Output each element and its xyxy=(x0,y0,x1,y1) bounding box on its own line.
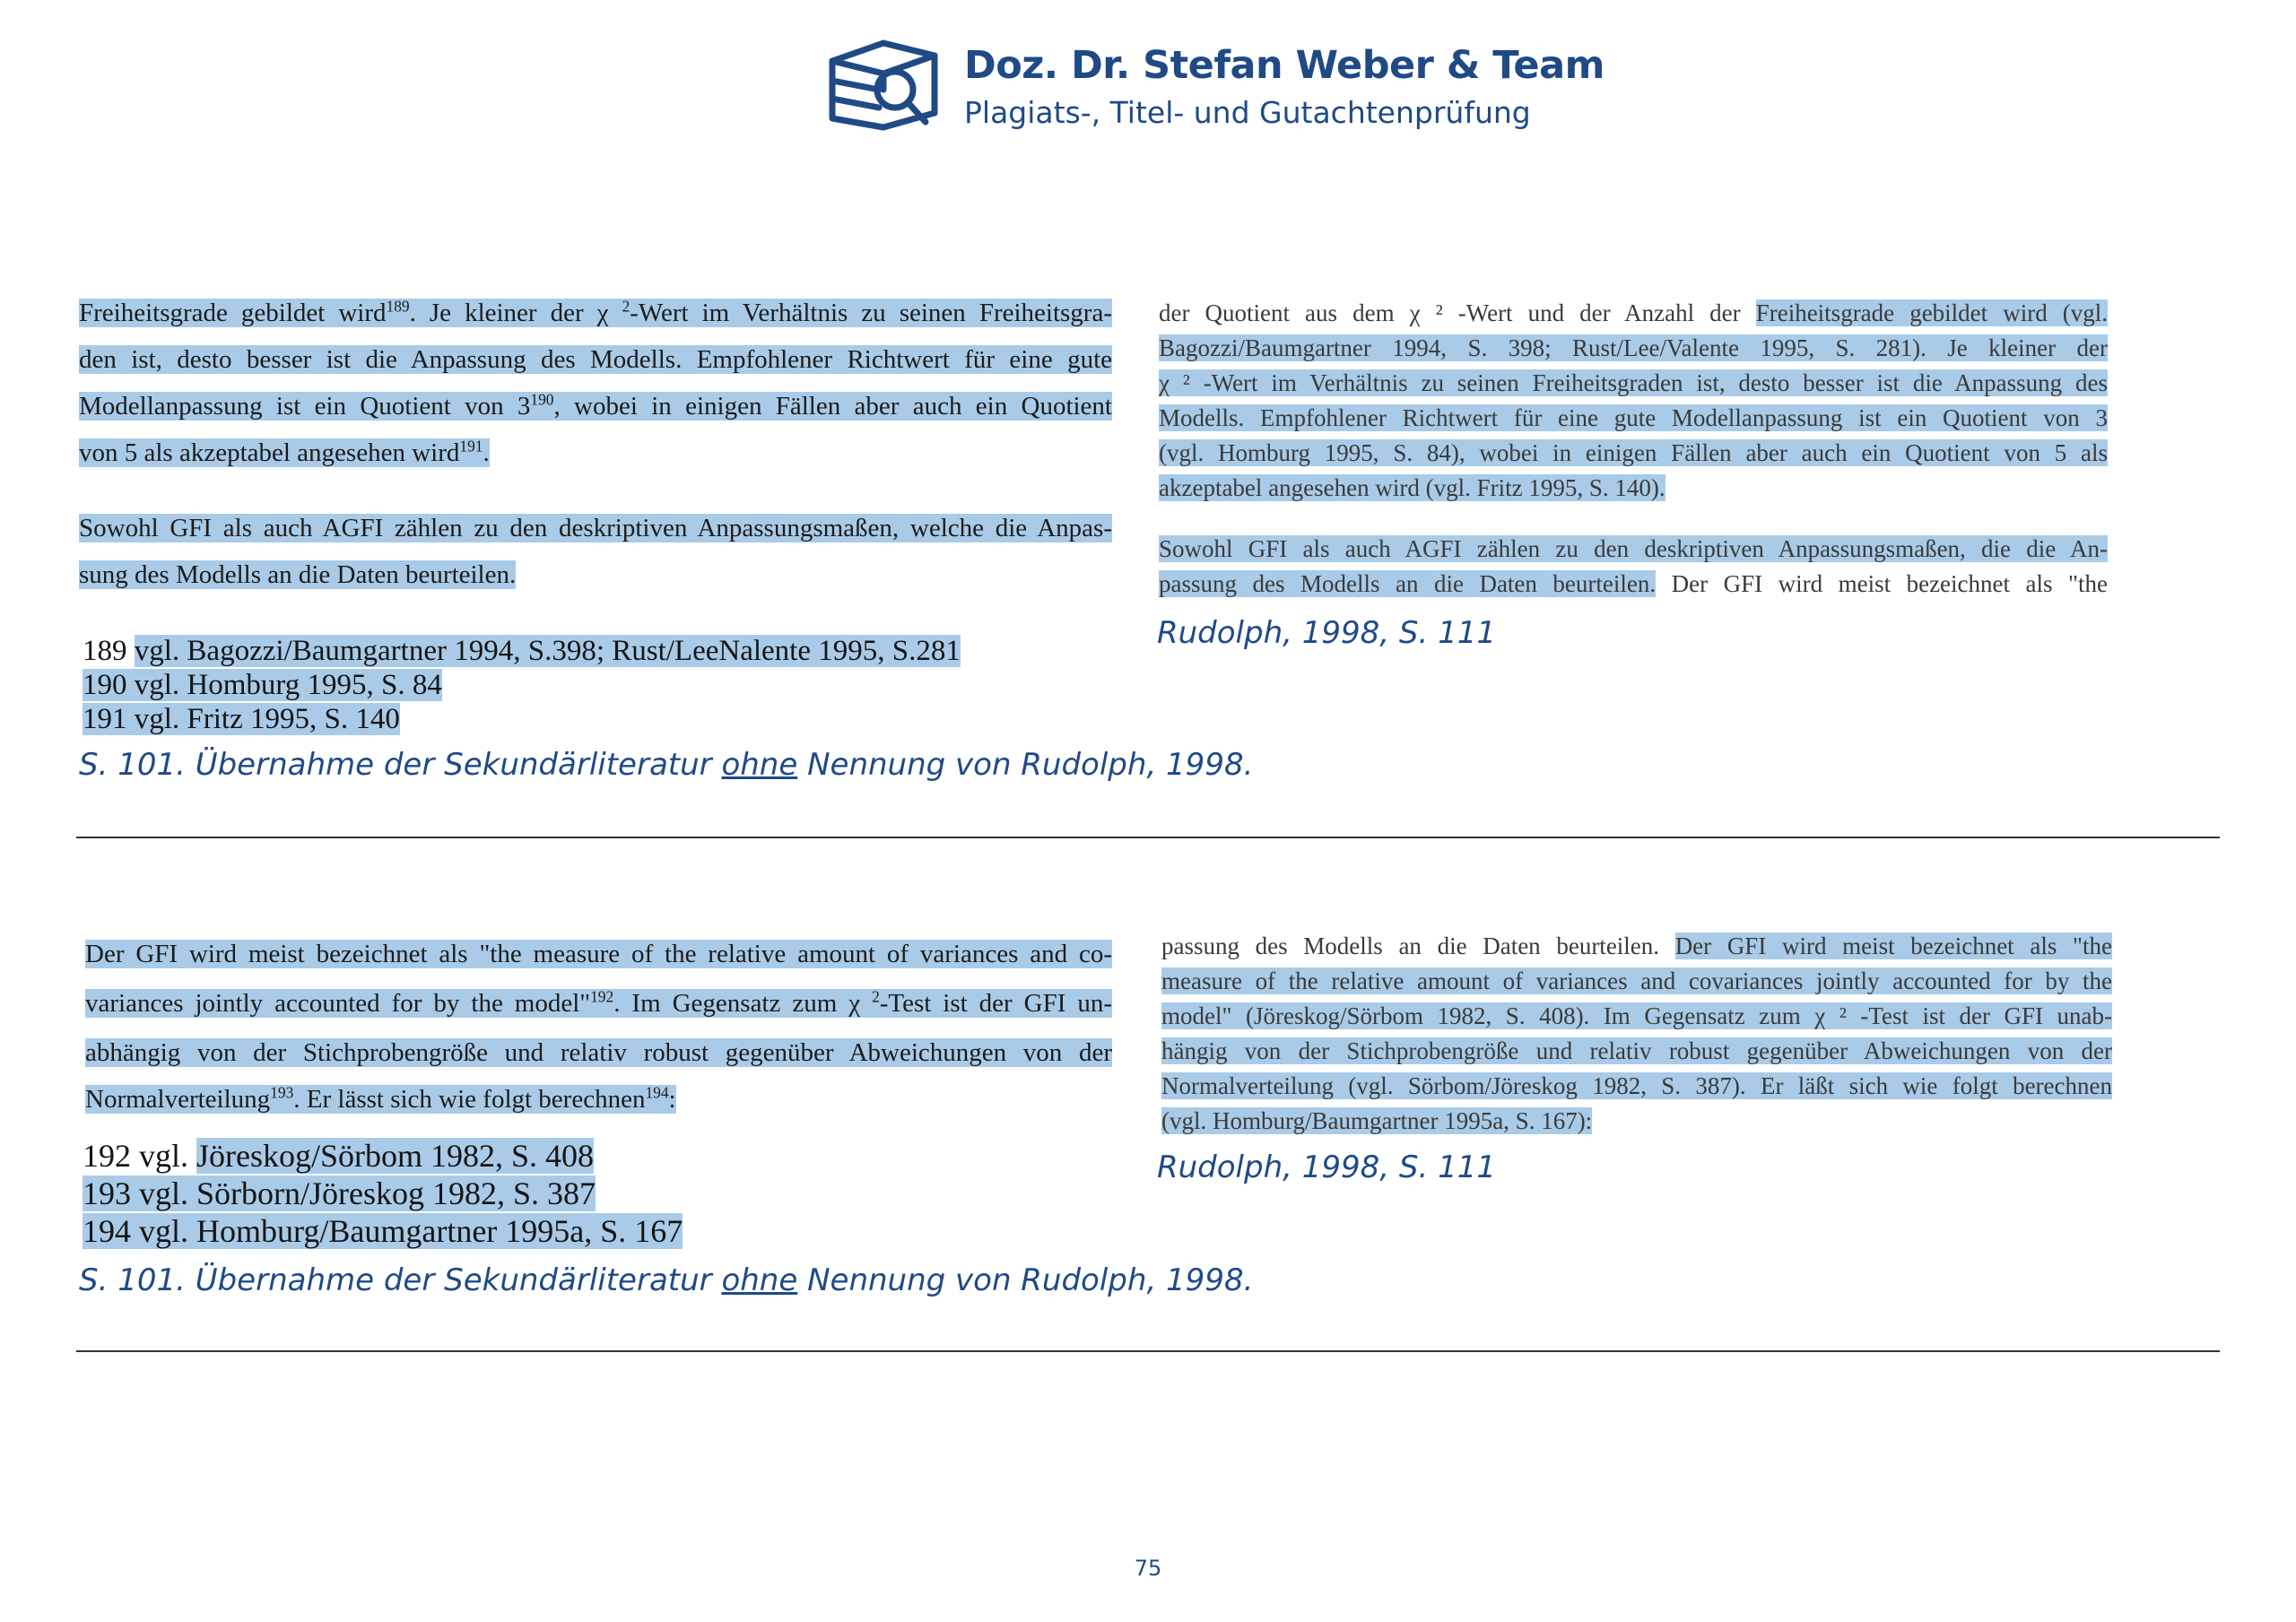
section2-right-caption: Rudolph, 1998, S. 111 xyxy=(1157,1149,1496,1185)
footnote: 191 vgl. Fritz 1995, S. 140 xyxy=(83,703,400,735)
excerpt-line: hängig von der Stichprobengröße und relativ robust gegenüber Abweichungen von der xyxy=(1161,1037,2112,1064)
excerpt-line: Normalverteilung$^{193}$. Er lässt sich wie folgt berechnen$^{194}$: xyxy=(85,1085,676,1114)
page-number: 75 xyxy=(1134,1556,1162,1581)
excerpt-line: sung des Modells an die Daten beurteilen. xyxy=(79,560,517,589)
section1-right-caption: Rudolph, 1998, S. 111 xyxy=(1157,615,1496,651)
header xyxy=(825,36,1605,143)
header-subtitle: Plagiats-, Titel- und Gutachtenprüfung xyxy=(964,95,1531,130)
excerpt-line: (vgl. Homburg/Baumgartner 1995a, S. 167): xyxy=(1161,1107,1593,1134)
section2-left-footnotes xyxy=(83,1137,1069,1262)
excerpt-line: passung des Modells an die Daten beurteilen. Der GFI wird meist bezeichnet als "the xyxy=(1161,932,2112,959)
excerpt-line: abhängig von der Stichprobengröße und relativ robust gegenüber Abweichungen von der xyxy=(85,1038,1112,1067)
footnote: 194 vgl. Homburg/Baumgartner 1995a, S. 167 xyxy=(83,1213,683,1249)
section2-left-caption: S. 101. Übernahme der Sekundärliteratur ohne Nennung von Rudolph, 1998. xyxy=(79,1262,1254,1298)
header-title: Doz. Dr. Stefan Weber & Team xyxy=(964,43,1605,88)
excerpt-line: Normalverteilung (vgl. Sörbom/Jöreskog 1982, S. 387). Er läßt sich wie folgt berechnen xyxy=(1161,1072,2112,1099)
excerpt-line: Modells. Empfohlener Richtwert für eine gute Modellanpassung ist ein Quotient von 3 xyxy=(1159,404,2108,431)
excerpt-line: akzeptabel angesehen wird (vgl. Fritz 1995, S. 140). xyxy=(1159,474,1665,501)
excerpt-line: Modellanpassung ist ein Quotient von $3^{190}$, wobei in einigen Fällen aber auch ein Quotient xyxy=(79,392,1112,421)
footnote: 193 vgl. Sörborn/Jöreskog 1982, S. 387 xyxy=(83,1175,596,1211)
footnote: 189 vgl. Bagozzi/Baumgartner 1994, S.398; Rust/LeeNalente 1995, S.281 xyxy=(83,635,961,667)
excerpt-line: Freiheitsgrade gebildet wird$^{189}$. Je kleiner der χ $^2$-Wert im Verhältnis zu seinen Freiheitsgra- xyxy=(79,299,1112,327)
section2-left-excerpt xyxy=(85,940,1112,1119)
divider xyxy=(76,837,2220,838)
excerpt-line: model" (Jöreskog/Sörbom 1982, S. 408). Im Gegensatz zum χ ² -Test ist der GFI unab- xyxy=(1161,1002,2112,1029)
footnote: 192 vgl. Jöreskog/Sörbom 1982, S. 408 xyxy=(83,1138,595,1174)
section1-left-excerpt xyxy=(79,299,1112,621)
excerpt-line: Sowohl GFI als auch AGFI zählen zu den deskriptiven Anpassungsmaßen, welche die Anpas- xyxy=(79,514,1112,542)
excerpt-line: der Quotient aus dem χ ² -Wert und der Anzahl der Freiheitsgrade gebildet wird (vgl. xyxy=(1159,299,2108,326)
excerpt-line: measure of the relative amount of variances and covariances jointly accounted for by the xyxy=(1161,967,2112,994)
excerpt-line: Der GFI wird meist bezeichnet als "the measure of the relative amount of variances and co- xyxy=(85,940,1112,968)
section1-right-excerpt xyxy=(1159,299,2108,604)
excerpt-line: χ ² -Wert im Verhältnis zu seinen Freiheitsgraden ist, desto besser ist die Anpassung des xyxy=(1159,369,2108,396)
excerpt-line: von 5 als akzeptabel angesehen wird$^{191}$. xyxy=(79,438,490,467)
divider xyxy=(76,1350,2220,1352)
footnote: 190 vgl. Homburg 1995, S. 84 xyxy=(83,669,442,701)
section1-left-footnotes xyxy=(83,635,1069,751)
book-magnifier-icon xyxy=(825,36,942,133)
excerpt-line: variances jointly accounted for by the model"$^{192}$. Im Gegensatz zum χ $^2$-Test ist der GFI un- xyxy=(85,989,1112,1018)
excerpt-line: passung des Modells an die Daten beurteilen. Der GFI wird meist bezeichnet als "the xyxy=(1159,570,2108,597)
section1-left-caption: S. 101. Übernahme der Sekundärliteratur ohne Nennung von Rudolph, 1998. xyxy=(79,747,1254,783)
excerpt-line: Bagozzi/Baumgartner 1994, S. 398; Rust/Lee/Valente 1995, S. 281). Je kleiner der xyxy=(1159,334,2108,361)
section2-right-excerpt xyxy=(1161,932,2112,1148)
excerpt-line: Sowohl GFI als auch AGFI zählen zu den deskriptiven Anpassungsmaßen, die die An- xyxy=(1159,535,2108,562)
excerpt-line: den ist, desto besser ist die Anpassung des Modells. Empfohlener Richtwert für eine gute xyxy=(79,345,1112,374)
excerpt-line: (vgl. Homburg 1995, S. 84), wobei in einigen Fällen aber auch ein Quotient von 5 als xyxy=(1159,439,2108,466)
